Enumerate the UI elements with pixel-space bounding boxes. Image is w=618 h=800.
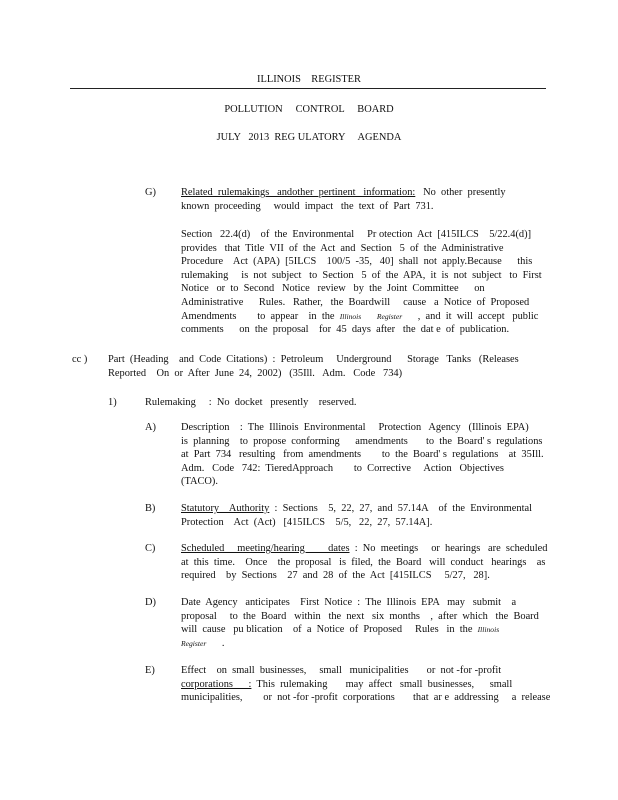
item-a-marker: A) xyxy=(145,422,156,433)
section-line: comments on the proposal for 45 days after the dat e of publication. xyxy=(181,324,510,336)
item-a-line: Description : The Illinois Environmental Protection Agency (Illinois EPA) xyxy=(181,422,529,433)
item-b-line1: : Sections 5, 22, 27, and 57.14A of the Environmental xyxy=(269,503,532,514)
item-d-line4 xyxy=(181,637,521,651)
item-g-line1: No other presently xyxy=(415,187,506,198)
item-cc-text xyxy=(108,353,538,380)
item-e-heading: corporations : xyxy=(181,678,252,690)
item-c-marker: C) xyxy=(145,543,156,554)
item-b-heading: Statutory Authority xyxy=(181,503,270,514)
agenda-title: JULY 2013 REG ULATORY AGENDA xyxy=(216,132,402,143)
item-c-line1: : No meetings or hearings are scheduled xyxy=(349,543,548,554)
header-rule xyxy=(70,88,546,89)
item-e-line1: Effect on small businesses, small municipalities or not -for -profit xyxy=(181,665,502,676)
item-c-line2: at this time. Once the proposal is filed, the Board will conduct hearings as xyxy=(181,556,546,568)
item-g-text xyxy=(181,186,521,213)
item-a-text xyxy=(181,421,544,489)
item-e-marker: E) xyxy=(145,665,155,676)
item-g-line2: known proceeding would impact the text of Part 731. xyxy=(181,200,434,212)
item-g-heading: Related rulemakings andother pertinent information: xyxy=(181,187,416,198)
item-cc-line1: Part (Heading and Code Citations) : Petroleum Underground Storage Tanks (Releases xyxy=(108,354,519,365)
register-italic: Register xyxy=(376,311,403,321)
item-c-line3: required by Sections 27 and 28 of the Act [415ILCS 5/27, 28]. xyxy=(181,570,490,582)
section-line: Section 22.4(d) of the Environmental Pr otection Act [415ILCS 5/22.4(d)] xyxy=(181,229,532,240)
item-cc-marker: cc ) xyxy=(72,354,88,365)
section-line: provides that Title VII of the Act and Section 5 of the Administrative xyxy=(181,242,504,254)
register-italic: Register xyxy=(181,638,207,648)
illinois-italic: Illinois xyxy=(339,311,362,321)
item-d-line4-rest: . xyxy=(206,637,225,649)
item-a-line: at Part 734 resulting from amendments to the Board' s regulations at 35Ill. xyxy=(181,449,544,461)
item-1-text: Rulemaking : No docket presently reserved. xyxy=(145,397,357,408)
item-b-marker: B) xyxy=(145,503,156,514)
section-line: rulemaking is not subject to Section 5 of the APA, it is not subject to First xyxy=(181,269,542,281)
section-line: Notice or to Second Notice review by the Joint Committee on xyxy=(181,283,485,295)
illinois-italic: Illinois xyxy=(477,625,500,635)
section-line xyxy=(181,310,539,324)
item-e-line3: municipalities, or not -for -profit corporations that ar e addressing a release xyxy=(181,692,551,704)
item-c-heading: Scheduled meeting/hearing dates xyxy=(181,543,350,554)
section-line: Procedure Act (APA) [5ILCS 100/5 -35, 40] shall not apply.Because this xyxy=(181,256,533,268)
item-e-line2: This rulemaking may affect small businesses, small xyxy=(251,678,513,690)
item-c-text xyxy=(181,542,548,583)
item-d-line1: Date Agency anticipates First Notice : The Illinois EPA may submit a xyxy=(181,597,517,608)
item-d-line3-a: will cause pu blication of a Notice of Proposed Rules in the xyxy=(181,624,478,636)
section-line7-c: , and it will accept public xyxy=(402,310,539,322)
section-line7-b xyxy=(361,311,377,322)
item-g-marker: G) xyxy=(145,187,156,198)
item-a-line: (TACO). xyxy=(181,476,218,488)
item-b-text xyxy=(181,502,531,529)
item-1-marker: 1) xyxy=(108,397,117,408)
section-line: Administrative Rules. Rather, the Boardwill cause a Notice of Proposed xyxy=(181,296,530,308)
item-a-line: is planning to propose conforming amendments to the Board' s regulations xyxy=(181,435,543,447)
item-cc-line2: Reported On or After June 24, 2002) (35Ill. Adm. Code 734) xyxy=(108,367,403,379)
item-d-line2: proposal to the Board within the next six months , after which the Board xyxy=(181,610,539,622)
item-d-line3 xyxy=(181,623,521,637)
item-e-text xyxy=(181,664,551,705)
section-paragraph xyxy=(181,228,542,337)
section-line7-a: Amendments to appear in the xyxy=(181,310,340,322)
item-d-text xyxy=(181,596,539,650)
item-a-line: Adm. Code 742: TieredApproach to Corrective Action Objectives xyxy=(181,462,504,474)
item-b-line2: Protection Act (Act) [415ILCS 5/5, 22, 27, 57.14A]. xyxy=(181,516,433,528)
item-d-marker: D) xyxy=(145,597,156,608)
board-title: POLLUTION CONTROL BOARD xyxy=(224,104,394,115)
register-title: ILLINOIS REGISTER xyxy=(257,74,361,85)
